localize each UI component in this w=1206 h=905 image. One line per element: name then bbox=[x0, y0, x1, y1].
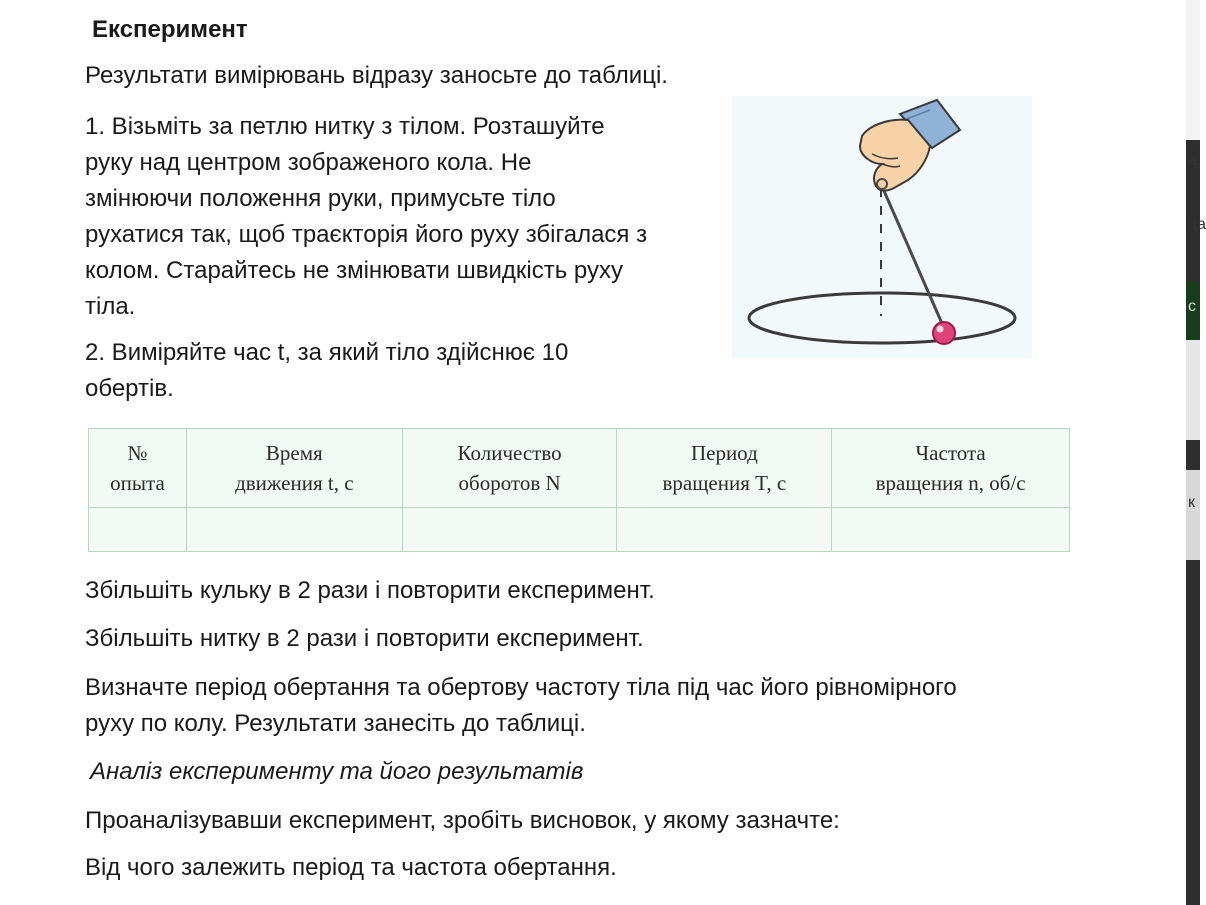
analysis-text: Проаналізувавши експеримент, зробіть висновок, у якому зазначте: bbox=[85, 807, 840, 834]
analysis-heading: Аналіз експерименту та його результатів bbox=[90, 758, 584, 785]
step-1-line: колом. Старайтесь не змінювати швидкість руху bbox=[85, 257, 624, 284]
analysis-question: Від чого залежить період та частота обертання. bbox=[85, 854, 617, 881]
table-header-cell: Период вращения T, с bbox=[617, 429, 832, 508]
step-1-paragraph bbox=[85, 109, 647, 325]
instruction-define-line: Визначте період обертання та обертову частоту тіла під час його рівномірного bbox=[85, 674, 957, 701]
intro-text: Результати вимірювань відразу заносьте до таблиці. bbox=[85, 62, 668, 89]
table-row bbox=[89, 508, 1070, 552]
pendulum-illustration bbox=[732, 96, 1032, 358]
step-1-line: 1. Візьміть за петлю нитку з тілом. Розташуйте bbox=[85, 113, 605, 140]
table-header-cell: Время движения t, с bbox=[186, 429, 402, 508]
step-1-line: тіла. bbox=[85, 293, 136, 320]
instruction-ball: Збільшіть кульку в 2 рази і повторити експеримент. bbox=[85, 577, 655, 604]
instruction-define bbox=[85, 670, 957, 742]
adjacent-window-strip bbox=[1186, 340, 1200, 440]
step-1-line: змінюючи положення руки, примусьте тіло bbox=[85, 185, 556, 212]
adjacent-window-letter: с bbox=[1188, 298, 1196, 315]
instruction-define-line: руху по колу. Результати занесіть до таблиці. bbox=[85, 710, 586, 737]
adjacent-window-strip bbox=[1186, 0, 1200, 140]
step-2-line: 2. Виміряйте час t, за який тіло здійснює 10 bbox=[85, 339, 569, 366]
adjacent-window-letter: а bbox=[1188, 152, 1197, 169]
table-cell bbox=[186, 508, 402, 552]
table-cell bbox=[617, 508, 832, 552]
instruction-thread: Збільшіть нитку в 2 рази і повторити експеримент. bbox=[85, 625, 644, 652]
adjacent-window-letter: ца bbox=[1188, 216, 1206, 233]
table-header-cell: Частота вращения n, об/с bbox=[832, 429, 1070, 508]
table-header-cell: № опыта bbox=[89, 429, 187, 508]
table-header-cell: Количество оборотов N bbox=[402, 429, 617, 508]
table-cell bbox=[402, 508, 617, 552]
step-1-line: рухатися так, щоб траєкторія його руху збігалася з bbox=[85, 221, 648, 248]
adjacent-window-strip bbox=[1186, 470, 1200, 560]
adjacent-window-letter: к bbox=[1188, 494, 1195, 511]
results-table bbox=[88, 428, 1070, 552]
step-1-line: руку над центром зображеного кола. Не bbox=[85, 149, 532, 176]
page-title: Експеримент bbox=[92, 16, 248, 43]
step-2-line: обертів. bbox=[85, 375, 174, 402]
table-header-row bbox=[89, 429, 1070, 508]
hand-string-ball-icon bbox=[732, 96, 1032, 358]
table-cell bbox=[832, 508, 1070, 552]
table-cell bbox=[89, 508, 187, 552]
step-2-paragraph bbox=[85, 335, 568, 407]
